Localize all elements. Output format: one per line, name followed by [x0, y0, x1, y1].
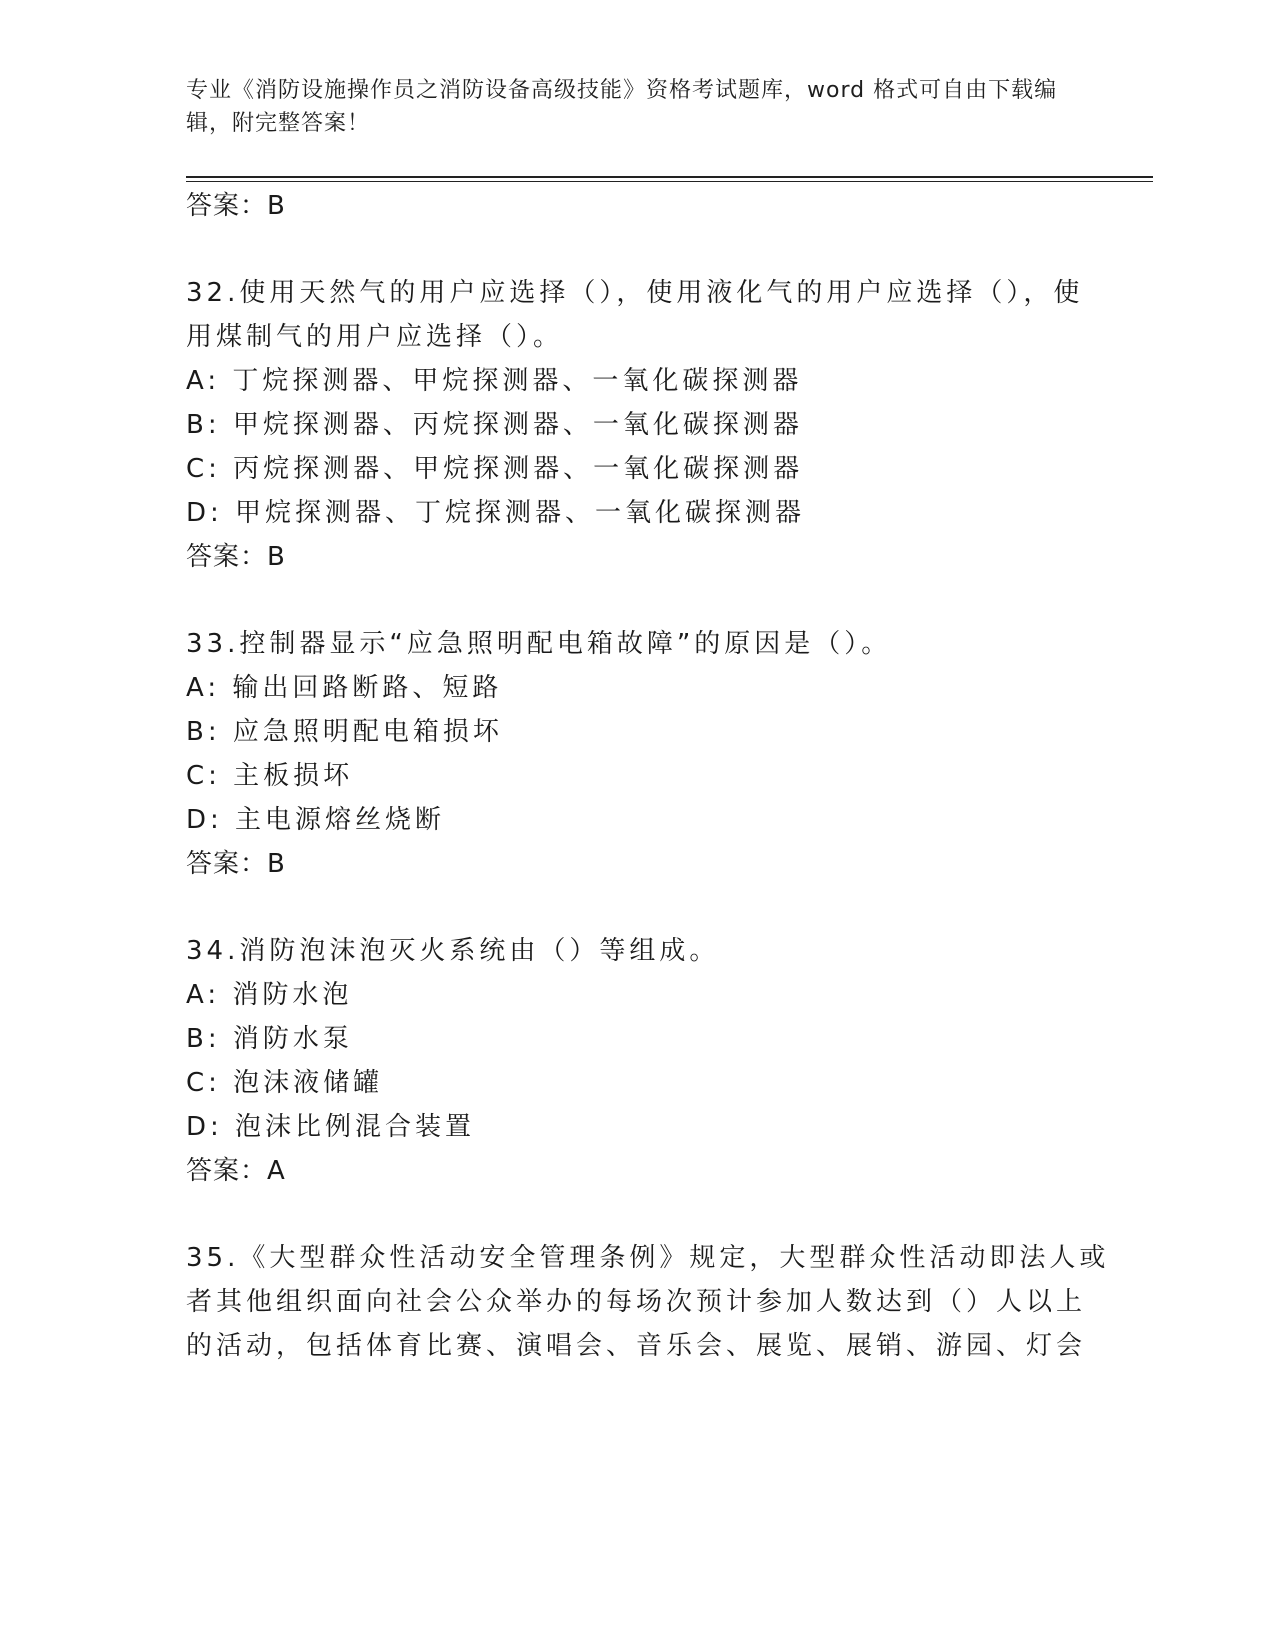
q33-option-c: C: 主板损坏	[186, 761, 354, 791]
q32-option-b: B: 甲烷探测器、丙烷探测器、一氧化碳探测器	[186, 410, 803, 440]
q34-option-b: B: 消防水泵	[186, 1024, 353, 1054]
q33-option-b: B: 应急照明配电箱损坏	[186, 717, 503, 747]
question-35-text-cont: 者其他组织面向社会公众举办的每场次预计参加人数达到（）人以上	[186, 1287, 1087, 1317]
header-divider-thin	[186, 181, 1153, 182]
answer-q31: 答案：B	[186, 191, 286, 221]
q33-option-d: D: 主电源熔丝烧断	[186, 805, 446, 835]
q32-option-c: C: 丙烷探测器、甲烷探测器、一氧化碳探测器	[186, 454, 804, 484]
q34-option-c: C: 泡沫液储罐	[186, 1068, 384, 1098]
question-35-text: 35.《大型群众性活动安全管理条例》规定，大型群众性活动即法人或	[186, 1243, 1110, 1273]
q34-option-a: A: 消防水泡	[186, 980, 353, 1010]
question-35-text-cont-2: 的活动，包括体育比赛、演唱会、音乐会、展览、展销、游园、灯会	[186, 1331, 1087, 1361]
question-32-text-cont: 用煤制气的用户应选择（）。	[186, 322, 564, 352]
answer-q32: 答案：B	[186, 542, 286, 572]
document-header: 专业《消防设施操作员之消防设备高级技能》资格考试题库，word 格式可自由下载编辑，附完整答案！	[186, 78, 1058, 136]
question-34-text: 34.消防泡沫泡灭火系统由（）等组成。	[186, 936, 720, 966]
q32-option-d: D: 甲烷探测器、丁烷探测器、一氧化碳探测器	[186, 498, 806, 528]
q34-option-d: D: 泡沫比例混合装置	[186, 1112, 476, 1142]
question-33-text: 33.控制器显示“应急照明配电箱故障”的原因是（）。	[186, 629, 892, 659]
answer-q34: 答案：A	[186, 1156, 286, 1186]
q32-option-a: A: 丁烷探测器、甲烷探测器、一氧化碳探测器	[186, 366, 803, 396]
question-32-text: 32.使用天然气的用户应选择（），使用液化气的用户应选择（），使	[186, 278, 1084, 308]
answer-q33: 答案：B	[186, 849, 286, 879]
header-divider	[186, 176, 1153, 178]
q33-option-a: A: 输出回路断路、短路	[186, 673, 503, 703]
